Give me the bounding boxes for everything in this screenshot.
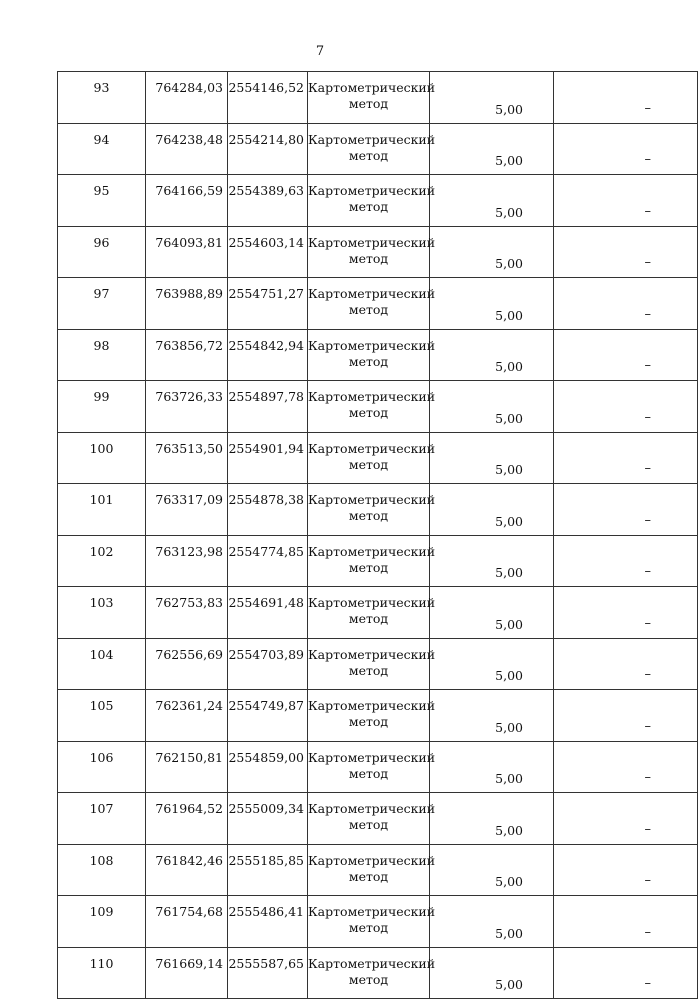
method-line-1: Картометрический <box>308 337 436 353</box>
accuracy-value: 5,00 <box>495 204 523 220</box>
method-line-2: метод <box>348 250 389 266</box>
description-value: – <box>644 358 651 373</box>
point-number-cell: 103 <box>58 587 146 639</box>
accuracy-cell <box>430 844 554 896</box>
x-coordinate-cell: 764166,59 <box>146 175 228 227</box>
method-cell <box>308 226 436 278</box>
method-line-1: Картометрический <box>308 955 436 971</box>
accuracy-value: 5,00 <box>495 256 523 271</box>
point-number-cell: 109 <box>58 896 146 948</box>
point-number-cell: 102 <box>58 535 146 587</box>
description-cell <box>554 329 698 381</box>
table-row <box>58 123 698 175</box>
accuracy-value: 5,00 <box>495 668 523 683</box>
description-value: – <box>644 615 651 631</box>
method-cell <box>308 947 436 999</box>
table-row <box>58 690 698 742</box>
accuracy-cell <box>430 381 554 433</box>
method-cell <box>308 741 436 793</box>
method-line-1: Картометрический <box>308 234 436 250</box>
point-number-cell: 101 <box>58 484 146 536</box>
point-number-cell: 97 <box>58 278 146 330</box>
table-row <box>58 381 698 433</box>
method-line-2: метод <box>348 302 389 317</box>
description-cell <box>554 638 698 690</box>
point-number-cell: 96 <box>58 226 146 278</box>
table-row <box>58 638 698 690</box>
accuracy-value: 5,00 <box>495 462 523 477</box>
table-row <box>58 484 698 536</box>
method-cell <box>308 896 436 948</box>
x-coordinate-cell: 763317,09 <box>146 484 228 536</box>
method-line-2: метод <box>348 353 389 369</box>
method-line-2: метод <box>348 147 389 163</box>
y-coordinate-cell: 2554878,38 <box>228 484 308 536</box>
method-cell <box>308 72 436 124</box>
coordinates-table-body <box>58 72 698 999</box>
description-cell <box>554 381 698 433</box>
point-number-cell: 108 <box>58 844 146 896</box>
method-line-1: Картометрический <box>308 698 436 713</box>
description-cell <box>554 896 698 948</box>
method-line-1: Картометрический <box>308 749 436 765</box>
method-cell <box>308 690 436 742</box>
method-line-1: Картометрический <box>308 904 436 919</box>
accuracy-cell <box>430 741 554 793</box>
table-row <box>58 793 698 845</box>
accuracy-value: 5,00 <box>495 101 523 117</box>
y-coordinate-cell: 2555587,65 <box>228 947 308 999</box>
description-cell <box>554 123 698 175</box>
y-coordinate-cell: 2554691,48 <box>228 587 308 639</box>
x-coordinate-cell: 761964,52 <box>146 793 228 845</box>
method-line-1: Картометрический <box>308 492 436 507</box>
method-cell <box>308 123 436 175</box>
table-row <box>58 896 698 948</box>
description-cell <box>554 432 698 484</box>
description-value: – <box>644 821 651 837</box>
y-coordinate-cell: 2554774,85 <box>228 535 308 587</box>
description-cell <box>554 690 698 742</box>
method-cell <box>308 484 436 536</box>
accuracy-cell <box>430 175 554 227</box>
method-line-2: метод <box>348 559 389 575</box>
accuracy-value: 5,00 <box>495 822 523 838</box>
point-number-cell: 94 <box>58 123 146 175</box>
method-line-1: Картометрический <box>308 646 436 662</box>
method-line-1: Картометрический <box>308 543 436 559</box>
table-row <box>58 947 698 999</box>
accuracy-value: 5,00 <box>495 410 523 426</box>
description-value: – <box>644 512 651 528</box>
description-cell <box>554 793 698 845</box>
accuracy-cell <box>430 123 554 175</box>
method-cell <box>308 638 436 690</box>
point-number-cell: 100 <box>58 432 146 484</box>
accuracy-value: 5,00 <box>495 719 523 735</box>
table-row <box>58 72 698 124</box>
table-row <box>58 278 698 330</box>
accuracy-cell <box>430 72 554 124</box>
description-value: – <box>644 976 651 991</box>
accuracy-value: 5,00 <box>495 874 523 889</box>
accuracy-cell <box>430 535 554 587</box>
description-value: – <box>644 924 651 940</box>
method-line-2: метод <box>348 714 389 729</box>
x-coordinate-cell: 764238,48 <box>146 123 228 175</box>
point-number-cell: 104 <box>58 638 146 690</box>
accuracy-cell <box>430 793 554 845</box>
description-value: – <box>644 564 651 579</box>
method-line-1: Картометрический <box>308 389 436 404</box>
accuracy-value: 5,00 <box>495 616 523 632</box>
table-row <box>58 329 698 381</box>
method-line-2: метод <box>348 405 389 420</box>
accuracy-value: 5,00 <box>495 153 523 168</box>
accuracy-cell <box>430 329 554 381</box>
method-line-1: Картометрический <box>308 595 436 610</box>
description-cell <box>554 947 698 999</box>
accuracy-value: 5,00 <box>495 771 523 786</box>
point-number-cell: 93 <box>58 72 146 124</box>
accuracy-cell <box>430 896 554 948</box>
y-coordinate-cell: 2555009,34 <box>228 793 308 845</box>
y-coordinate-cell: 2554842,94 <box>228 329 308 381</box>
x-coordinate-cell: 763726,33 <box>146 381 228 433</box>
y-coordinate-cell: 2554897,78 <box>228 381 308 433</box>
method-line-2: метод <box>348 611 389 626</box>
description-cell <box>554 226 698 278</box>
y-coordinate-cell: 2555486,41 <box>228 896 308 948</box>
description-value: – <box>644 100 651 116</box>
method-line-1: Картометрический <box>308 440 436 456</box>
description-cell <box>554 278 698 330</box>
method-line-2: метод <box>348 662 389 678</box>
x-coordinate-cell: 762753,83 <box>146 587 228 639</box>
description-cell <box>554 72 698 124</box>
method-cell <box>308 432 436 484</box>
method-cell <box>308 381 436 433</box>
method-cell <box>308 793 436 845</box>
x-coordinate-cell: 763123,98 <box>146 535 228 587</box>
point-number-cell: 105 <box>58 690 146 742</box>
description-value: – <box>644 152 651 167</box>
description-value: – <box>644 409 651 425</box>
accuracy-value: 5,00 <box>495 565 523 580</box>
method-line-2: метод <box>348 765 389 781</box>
y-coordinate-cell: 2554751,27 <box>228 278 308 330</box>
point-number-cell: 95 <box>58 175 146 227</box>
y-coordinate-cell: 2554703,89 <box>228 638 308 690</box>
accuracy-cell <box>430 432 554 484</box>
x-coordinate-cell: 764093,81 <box>146 226 228 278</box>
method-line-1: Картометрический <box>308 852 436 868</box>
point-number-cell: 110 <box>58 947 146 999</box>
description-cell <box>554 484 698 536</box>
method-cell <box>308 278 436 330</box>
x-coordinate-cell: 763856,72 <box>146 329 228 381</box>
accuracy-cell <box>430 226 554 278</box>
accuracy-value: 5,00 <box>495 307 523 323</box>
method-line-2: метод <box>348 868 389 884</box>
accuracy-value: 5,00 <box>495 513 523 529</box>
x-coordinate-cell: 762150,81 <box>146 741 228 793</box>
y-coordinate-cell: 2554603,14 <box>228 226 308 278</box>
accuracy-cell <box>430 484 554 536</box>
description-value: – <box>644 306 651 322</box>
x-coordinate-cell: 764284,03 <box>146 72 228 124</box>
accuracy-cell <box>430 690 554 742</box>
description-cell <box>554 175 698 227</box>
point-number-cell: 106 <box>58 741 146 793</box>
x-coordinate-cell: 763513,50 <box>146 432 228 484</box>
point-number-cell: 107 <box>58 793 146 845</box>
y-coordinate-cell: 2554749,87 <box>228 690 308 742</box>
y-coordinate-cell: 2554901,94 <box>228 432 308 484</box>
method-line-1: Картометрический <box>308 286 436 301</box>
method-line-2: метод <box>348 508 389 523</box>
method-line-1: Картометрический <box>308 183 436 198</box>
method-cell <box>308 175 436 227</box>
x-coordinate-cell: 761754,68 <box>146 896 228 948</box>
description-cell <box>554 844 698 896</box>
x-coordinate-cell: 763988,89 <box>146 278 228 330</box>
table-row <box>58 432 698 484</box>
method-line-2: метод <box>348 199 389 214</box>
x-coordinate-cell: 761842,46 <box>146 844 228 896</box>
description-value: – <box>644 667 651 682</box>
method-cell <box>308 587 436 639</box>
y-coordinate-cell: 2554859,00 <box>228 741 308 793</box>
method-line-1: Картометрический <box>308 80 436 95</box>
accuracy-cell <box>430 278 554 330</box>
accuracy-cell <box>430 947 554 999</box>
description-value: – <box>644 461 651 476</box>
method-line-2: метод <box>348 920 389 935</box>
method-cell <box>308 535 436 587</box>
method-cell <box>308 329 436 381</box>
x-coordinate-cell: 762556,69 <box>146 638 228 690</box>
method-line-2: метод <box>348 96 389 111</box>
y-coordinate-cell: 2554146,52 <box>228 72 308 124</box>
description-value: – <box>644 255 651 270</box>
table-row <box>58 175 698 227</box>
table-row <box>58 587 698 639</box>
accuracy-value: 5,00 <box>495 925 523 941</box>
description-value: – <box>644 718 651 734</box>
y-coordinate-cell: 2554214,80 <box>228 123 308 175</box>
coordinates-table <box>57 71 698 999</box>
description-cell <box>554 587 698 639</box>
y-coordinate-cell: 2555185,85 <box>228 844 308 896</box>
table-row <box>58 741 698 793</box>
point-number-cell: 98 <box>58 329 146 381</box>
method-cell <box>308 844 436 896</box>
table-row <box>58 844 698 896</box>
point-number-cell: 99 <box>58 381 146 433</box>
table-row <box>58 535 698 587</box>
description-cell <box>554 535 698 587</box>
description-value: – <box>644 873 651 888</box>
accuracy-value: 5,00 <box>495 359 523 374</box>
x-coordinate-cell: 761669,14 <box>146 947 228 999</box>
method-line-1: Картометрический <box>308 131 436 147</box>
method-line-1: Картометрический <box>308 801 436 816</box>
accuracy-cell <box>430 638 554 690</box>
y-coordinate-cell: 2554389,63 <box>228 175 308 227</box>
method-line-2: метод <box>348 971 389 987</box>
method-line-2: метод <box>348 817 389 832</box>
page-number: 7 <box>315 44 325 59</box>
x-coordinate-cell: 762361,24 <box>146 690 228 742</box>
accuracy-value: 5,00 <box>495 977 523 992</box>
table-row <box>58 226 698 278</box>
description-value: – <box>644 203 651 219</box>
method-line-2: метод <box>348 456 389 472</box>
description-value: – <box>644 770 651 785</box>
description-cell <box>554 741 698 793</box>
accuracy-cell <box>430 587 554 639</box>
